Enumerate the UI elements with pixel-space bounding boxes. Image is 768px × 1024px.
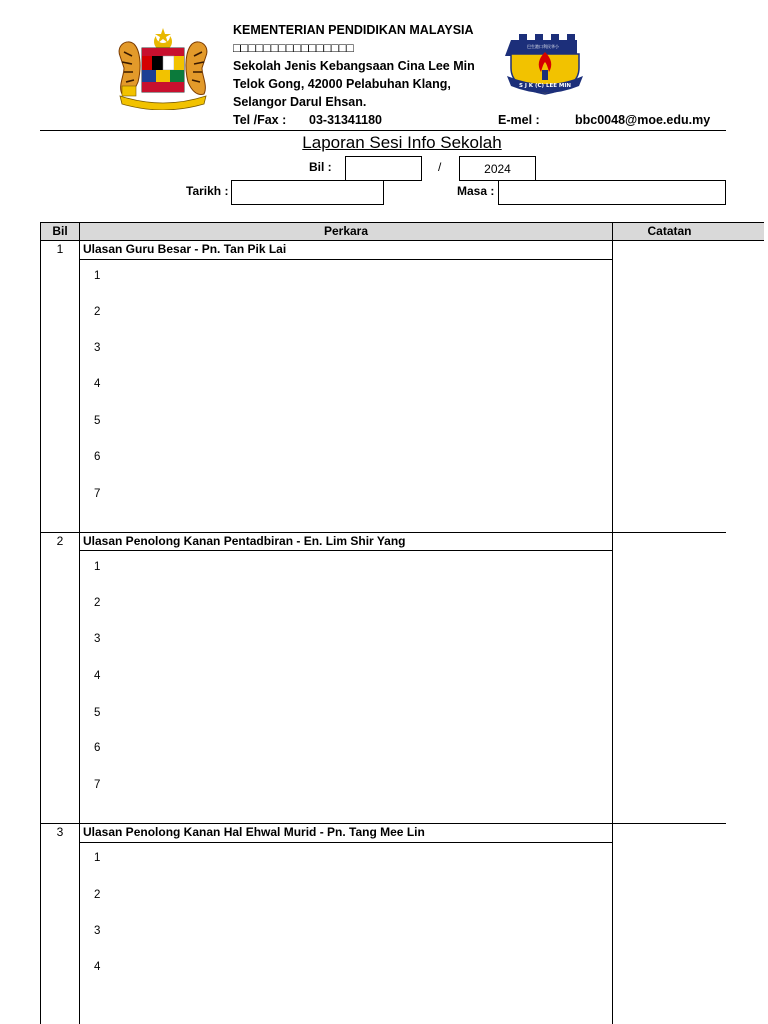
list-item: 6 bbox=[94, 451, 101, 463]
list-item: 3 bbox=[94, 925, 101, 937]
table-header-bil: Bil bbox=[40, 222, 80, 241]
address-line-1: Telok Gong, 42000 Pelabuhan Klang, bbox=[233, 77, 451, 91]
ministry-name: KEMENTERIAN PENDIDIKAN MALAYSIA bbox=[233, 23, 474, 37]
list-item: 5 bbox=[94, 415, 101, 427]
section-title: Ulasan Penolong Kanan Pentadbiran - En. Lim Shir Yang bbox=[83, 534, 406, 548]
row-divider bbox=[40, 823, 726, 824]
list-item: 1 bbox=[94, 561, 101, 573]
bil-separator: / bbox=[438, 160, 442, 174]
list-item: 4 bbox=[94, 670, 101, 682]
list-item: 4 bbox=[94, 378, 101, 390]
list-item: 7 bbox=[94, 488, 101, 500]
tel-label: Tel /Fax : bbox=[233, 113, 287, 127]
column-line-perkara bbox=[612, 240, 613, 1024]
svg-text:巴生港口利民华小: 巴生港口利民华小 bbox=[527, 44, 559, 49]
column-line-bil bbox=[79, 240, 80, 1024]
list-item: 3 bbox=[94, 342, 101, 354]
email-label: E-mel : bbox=[498, 113, 540, 127]
list-item: 4 bbox=[94, 961, 101, 973]
bil-label: Bil : bbox=[309, 160, 332, 174]
section-title-underline bbox=[79, 259, 612, 260]
row-divider bbox=[40, 532, 726, 533]
list-item: 2 bbox=[94, 306, 101, 318]
list-item: 1 bbox=[94, 270, 101, 282]
list-item: 7 bbox=[94, 779, 101, 791]
school-name-chinese: □□□□□□□□□□□□□□□□ bbox=[233, 41, 354, 55]
svg-text:S J K (C) LEE MIN: S J K (C) LEE MIN bbox=[518, 83, 572, 89]
section-number: 2 bbox=[56, 534, 64, 548]
list-item: 1 bbox=[94, 852, 101, 864]
tel-value: 03-31341180 bbox=[309, 113, 382, 127]
section-title-underline bbox=[79, 842, 612, 843]
table-header-perkara: Perkara bbox=[79, 222, 613, 241]
school-name: Sekolah Jenis Kebangsaan Cina Lee Min bbox=[233, 59, 475, 73]
list-item: 3 bbox=[94, 633, 101, 645]
email-value[interactable]: bbc0048@moe.edu.my bbox=[575, 113, 711, 127]
column-line-left bbox=[40, 240, 41, 1024]
section-number: 1 bbox=[56, 242, 64, 256]
section-title-underline bbox=[79, 550, 612, 551]
tarikh-label: Tarikh : bbox=[186, 184, 229, 198]
year-input[interactable]: 2024 bbox=[459, 156, 536, 181]
form-title: Laporan Sesi Info Sekolah bbox=[302, 133, 502, 152]
table-header-catatan: Catatan bbox=[612, 222, 764, 241]
section-title: Ulasan Penolong Kanan Hal Ehwal Murid - Pn. Tang Mee Lin bbox=[83, 825, 425, 839]
list-item: 2 bbox=[94, 889, 101, 901]
section-number: 3 bbox=[56, 825, 64, 839]
section-title: Ulasan Guru Besar - Pn. Tan Pik Lai bbox=[83, 242, 287, 256]
masa-label: Masa : bbox=[457, 184, 495, 198]
address-line-2: Selangor Darul Ehsan. bbox=[233, 95, 367, 109]
list-item: 6 bbox=[94, 742, 101, 754]
list-item: 2 bbox=[94, 597, 101, 609]
list-item: 5 bbox=[94, 707, 101, 719]
